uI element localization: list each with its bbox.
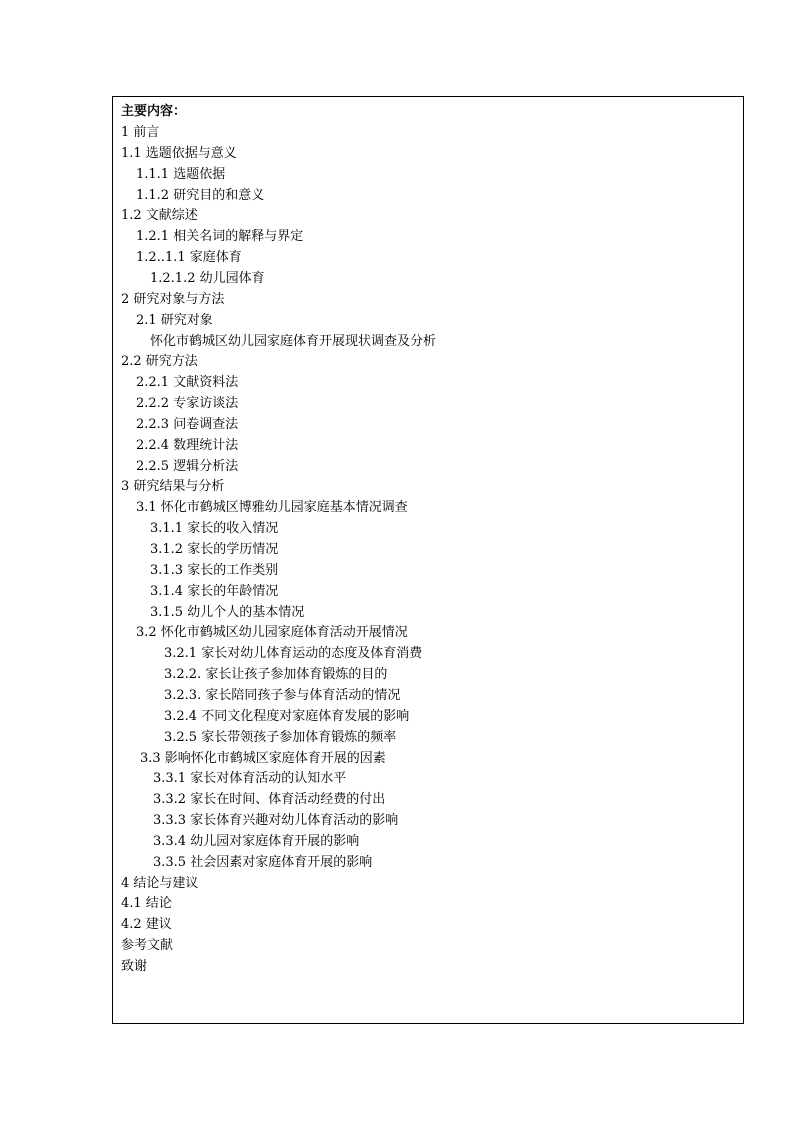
toc-line: 3.3.1 家长对体育活动的认知水平 [153,771,347,787]
toc-line: 3.3 影响怀化市鹤城区家庭体育开展的因素 [140,750,386,766]
toc-line: 2 研究对象与方法 [121,291,225,307]
toc-line: 1 前言 [121,125,160,140]
toc-line: 3.1 怀化市鹤城区博雅幼儿园家庭基本情况调查 [136,500,408,516]
toc-line: 3.1.1 家长的收入情况 [150,521,279,537]
toc-line: 3.2.5 家长带领孩子参加体育锻炼的频率 [164,729,397,745]
toc-line: 1.1.1 选题依据 [136,166,226,182]
toc-line: 3.1.3 家长的工作类别 [150,562,279,578]
toc-line: 2.1 研究对象 [136,312,213,328]
toc-line: 3.3.4 幼儿园对家庭体育开展的影响 [153,833,360,849]
toc-line: 致谢 [121,959,148,974]
toc-line: 3 研究结果与分析 [121,479,225,495]
toc-line: 3.2.3. 家长陪同孩子参与体育活动的情况 [164,687,401,703]
toc-line: 3.3.2 家长在时间、体育活动经费的付出 [153,792,386,808]
toc-line: 3.2.2. 家长让孩子参加体育锻炼的目的 [164,667,388,683]
toc-line: 4 结论与建议 [121,875,199,891]
toc-line: 参考文献 [121,938,174,954]
main-content-heading: 主要内容： [121,104,187,119]
toc-line: 3.2.1 家长对幼儿体育运动的态度及体育消费 [164,646,423,662]
toc-line: 1.2 文献综述 [121,208,198,224]
toc-line: 4.1 结论 [121,896,172,912]
toc-line: 1.2.1.2 幼儿园体育 [150,270,265,286]
toc-line: 4.2 建议 [121,917,172,933]
toc-line: 怀化市鹤城区幼儿园家庭体育开展现状调查及分析 [150,333,437,349]
toc-line: 3.1.5 幼儿个人的基本情况 [150,604,305,620]
toc-line: 1.1 选题依据与意义 [121,145,237,161]
toc-line: 2.2.3 问卷调查法 [136,416,239,432]
toc-line: 2.2 研究方法 [121,354,198,370]
toc-line: 3.2.4 不同文化程度对家庭体育发展的影响 [164,708,410,724]
toc-line: 2.2.5 逻辑分析法 [136,458,239,474]
toc-line: 3.1.2 家长的学历情况 [150,542,279,557]
toc-line: 2.2.1 文献资料法 [136,375,239,391]
toc-line: 3.1.4 家长的年龄情况 [150,583,279,599]
toc-line: 1.2..1.1 家庭体育 [136,250,242,266]
toc-line: 3.2 怀化市鹤城区幼儿园家庭体育活动开展情况 [136,625,408,641]
toc-line: 3.3.3 家长体育兴趣对幼儿体育活动的影响 [153,813,399,829]
toc-line: 1.1.2 研究目的和意义 [136,187,265,203]
toc-line: 2.2.4 数理统计法 [136,437,239,453]
toc-line: 3.3.5 社会因素对家庭体育开展的影响 [153,854,373,870]
toc-line: 1.2.1 相关名词的解释与界定 [136,229,304,245]
toc-line: 2.2.2 专家访谈法 [136,396,239,412]
content-box [112,96,744,1024]
